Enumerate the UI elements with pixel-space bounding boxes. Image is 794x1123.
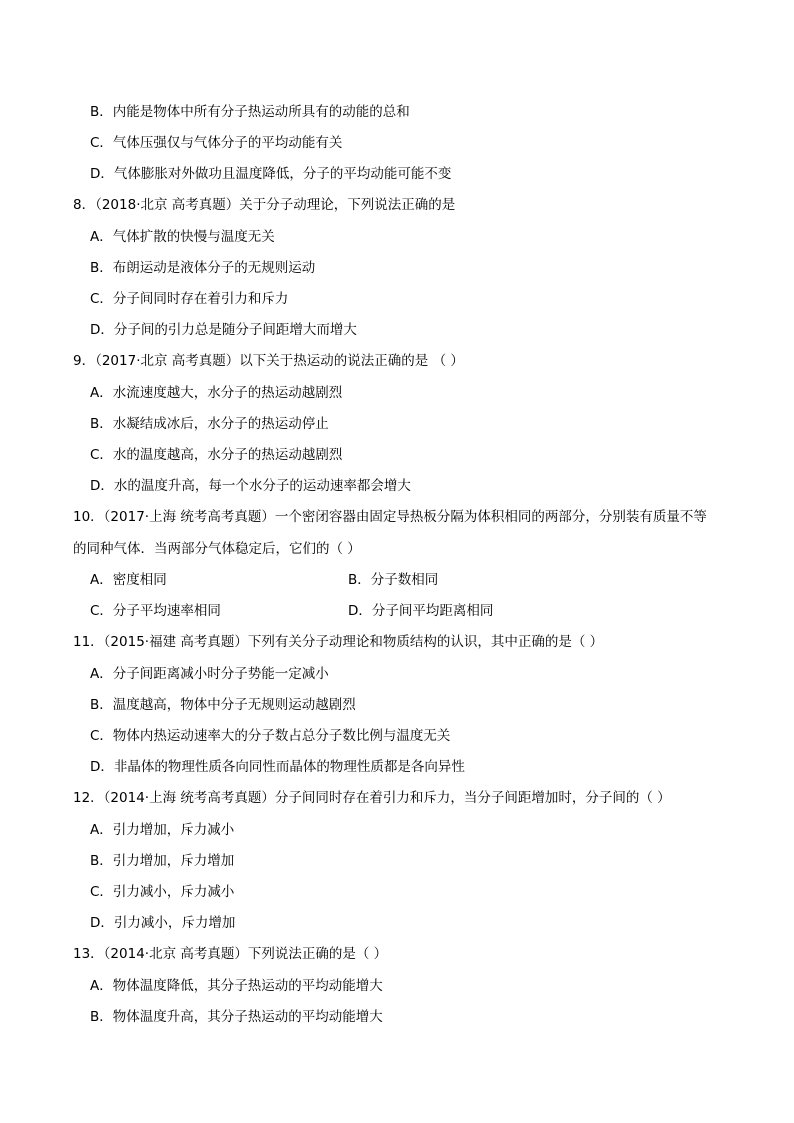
option-9-c: C．水的温度越高，水分子的热运动越剧烈: [90, 447, 343, 463]
option-13-a: A．物体温度降低，其分子热运动的平均动能增大: [90, 978, 383, 994]
question-13: 13．（2014·北京 高考真题）下列说法正确的是（ ）: [73, 946, 388, 962]
option-12-b: B．引力增加，斥力增加: [90, 853, 235, 869]
option-12-c: C．引力减小，斥力减小: [90, 884, 235, 900]
question-10-line-2: 的同种气体．当两部分气体稳定后，它们的（ ）: [73, 541, 361, 557]
option-10-d: D．分子间平均距离相同: [348, 603, 494, 619]
option-8-d: D．分子间的引力总是随分子间距增大而增大: [90, 322, 357, 338]
option-10-b: B．分子数相同: [348, 572, 439, 588]
option-12-a: A．引力增加，斥力减小: [90, 822, 235, 838]
option-9-b: B．水凝结成冰后，水分子的热运动停止: [90, 416, 329, 432]
option-8-a: A．气体扩散的快慢与温度无关: [90, 229, 275, 245]
question-11: 11．（2015·福建 高考真题）下列有关分子动理论和物质结构的认识，其中正确的是（ ）: [73, 634, 604, 650]
option-9-a: A．水流速度越大，水分子的热运动越剧烈: [90, 385, 343, 401]
option-11-b: B．温度越高，物体中分子无规则运动越剧烈: [90, 697, 356, 713]
option-13-b: B．物体温度升高，其分子热运动的平均动能增大: [90, 1009, 383, 1025]
option-7-c: C．气体压强仅与气体分子的平均动能有关: [90, 135, 343, 151]
option-7-d: D．气体膨胀对外做功且温度降低，分子的平均动能可能不变: [90, 166, 452, 182]
option-9-d: D．水的温度升高，每一个水分子的运动速率都会增大: [90, 478, 411, 494]
question-8: 8．（2018·北京 高考真题）关于分子动理论，下列说法正确的是: [73, 197, 456, 213]
option-8-c: C．分子间同时存在着引力和斥力: [90, 291, 289, 307]
option-11-a: A．分子间距离减小时分子势能一定减小: [90, 666, 329, 682]
option-11-c: C．物体内热运动速率大的分子数占总分子数比例与温度无关: [90, 728, 451, 744]
option-12-d: D．引力减小，斥力增加: [90, 915, 236, 931]
option-10-a: A．密度相同: [90, 572, 167, 588]
option-7-b: B．内能是物体中所有分子热运动所具有的动能的总和: [90, 104, 410, 120]
option-8-b: B．布朗运动是液体分子的无规则运动: [90, 260, 316, 276]
question-9: 9．（2017·北京 高考真题）以下关于热运动的说法正确的是 （ ）: [73, 353, 464, 369]
question-12: 12．（2014·上海 统考高考真题）分子间同时存在着引力和斥力，当分子间距增加时，分子间的（ ）: [73, 790, 671, 806]
option-10-c: C．分子平均速率相同: [90, 603, 221, 619]
question-10-line-1: 10．（2017·上海 统考高考真题）一个密闭容器由固定导热板分隔为体积相同的两部分，分别装有质量不等: [73, 509, 707, 525]
option-11-d: D．非晶体的物理性质各向同性而晶体的物理性质都是各向异性: [90, 759, 465, 775]
